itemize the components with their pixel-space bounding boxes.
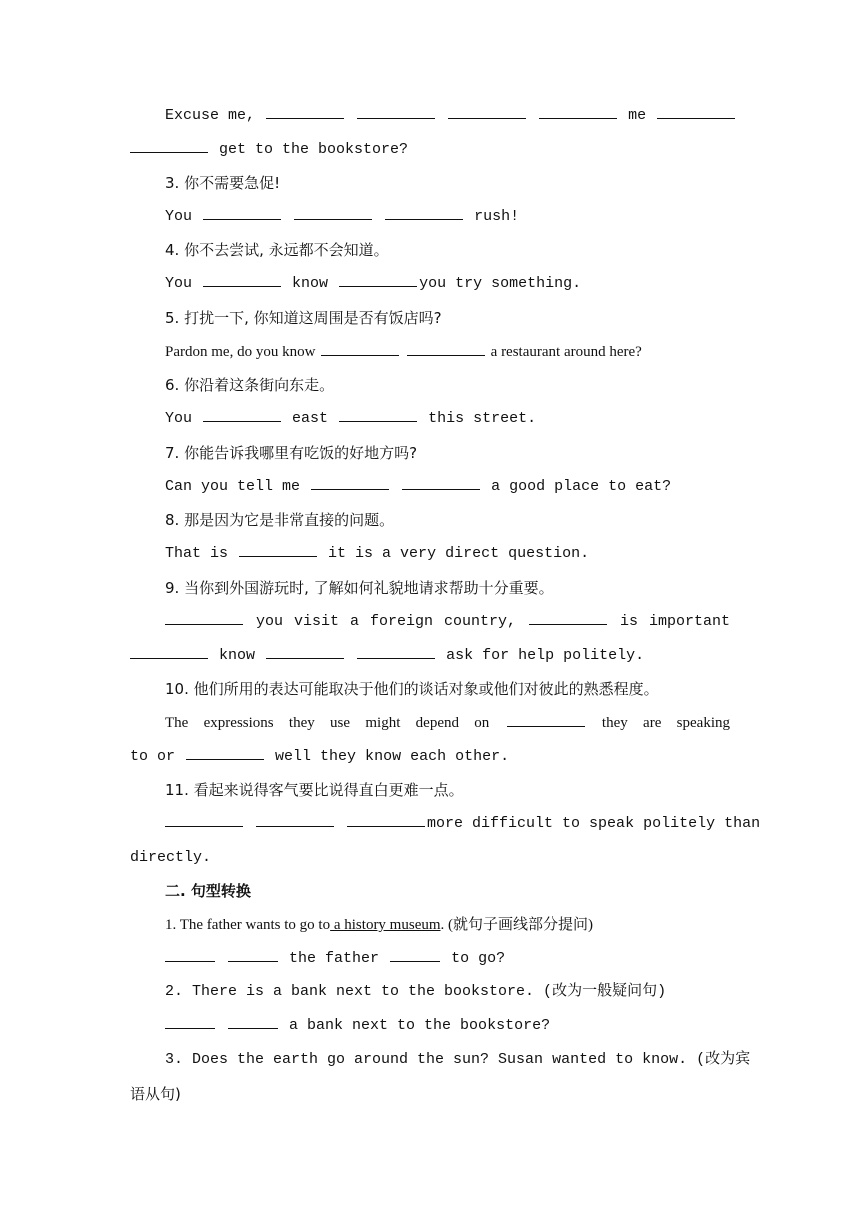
answer-blank[interactable]	[266, 644, 344, 659]
answer-blank[interactable]	[165, 812, 243, 827]
answer-blank[interactable]	[165, 947, 215, 962]
answer-blank[interactable]	[339, 272, 417, 287]
answer-blank[interactable]	[186, 745, 264, 760]
q11-english-line1: more difficult to speak politely than	[130, 812, 730, 836]
q8-english: That is it is a very direct question.	[130, 542, 730, 566]
q9-english-line2: know ask for help politely.	[130, 644, 730, 668]
answer-blank[interactable]	[256, 812, 334, 827]
answer-blank[interactable]	[203, 272, 281, 287]
q10-english-line1: The expressions they use might depend on they are speaking	[130, 711, 730, 735]
answer-blank[interactable]	[165, 610, 243, 625]
q2-english-line1: Excuse me, me	[130, 104, 730, 128]
q10-english-line2: to or well they know each other.	[130, 745, 730, 769]
q8-chinese: 8. 那是因为它是非常直接的问题。	[165, 511, 395, 529]
answer-blank[interactable]	[347, 812, 425, 827]
s2-q3-line2: 语从句)	[130, 1085, 181, 1103]
q3-english: You rush!	[130, 205, 730, 229]
answer-blank[interactable]	[239, 542, 317, 557]
answer-blank[interactable]	[228, 947, 278, 962]
q11-chinese: 11. 看起来说得客气要比说得直白更难一点。	[165, 781, 464, 799]
answer-blank[interactable]	[339, 407, 417, 422]
answer-blank[interactable]	[657, 104, 735, 119]
q6-chinese: 6. 你沿着这条街向东走。	[165, 376, 335, 394]
section-heading: 二. 句型转换	[165, 882, 251, 900]
answer-blank[interactable]	[385, 205, 463, 220]
answer-blank[interactable]	[407, 341, 485, 356]
q4-chinese: 4. 你不去尝试, 永远都不会知道。	[165, 241, 389, 259]
answer-blank[interactable]	[228, 1014, 278, 1029]
underlined-phrase: a history museum	[330, 917, 441, 933]
answer-blank[interactable]	[357, 644, 435, 659]
answer-blank[interactable]	[402, 475, 480, 490]
q6-english: You east this street.	[130, 407, 730, 431]
answer-blank[interactable]	[294, 205, 372, 220]
q9-chinese: 9. 当你到外国游玩时, 了解如何礼貌地请求帮助十分重要。	[165, 579, 554, 597]
answer-blank[interactable]	[357, 104, 435, 119]
q3-chinese: 3. 你不需要急促!	[165, 174, 281, 192]
q2-english-line2: get to the bookstore?	[130, 138, 730, 162]
answer-blank[interactable]	[448, 104, 526, 119]
answer-blank[interactable]	[130, 644, 208, 659]
q4-english: You know you try something.	[130, 272, 730, 296]
q11-english-line2: directly.	[130, 849, 212, 866]
s2-q1: 1. The father wants to go to a history museum. (就句子画线部分提问)	[165, 917, 594, 933]
q5-english: Pardon me, do you know a restaurant around here?	[130, 340, 730, 364]
answer-blank[interactable]	[539, 104, 617, 119]
answer-blank[interactable]	[311, 475, 389, 490]
answer-blank[interactable]	[130, 138, 208, 153]
q5-chinese: 5. 打扰一下, 你知道这周围是否有饭店吗?	[165, 309, 442, 327]
s2-q2: 2. There is a bank next to the bookstore. (改为一般疑问句)	[165, 983, 667, 1000]
answer-blank[interactable]	[165, 1014, 215, 1029]
answer-blank[interactable]	[203, 205, 281, 220]
answer-blank[interactable]	[529, 610, 607, 625]
answer-blank[interactable]	[266, 104, 344, 119]
s2-q3-line1: 3. Does the earth go around the sun? Susan wanted to know. (改为宾	[165, 1051, 751, 1068]
q10-chinese: 10. 他们所用的表达可能取决于他们的谈话对象或他们对彼此的熟悉程度。	[165, 680, 659, 698]
q7-chinese: 7. 你能告诉我哪里有吃饭的好地方吗?	[165, 444, 418, 462]
s2-q2-answer: a bank next to the bookstore?	[130, 1014, 730, 1038]
answer-blank[interactable]	[507, 712, 585, 727]
answer-blank[interactable]	[390, 947, 440, 962]
q7-english: Can you tell me a good place to eat?	[130, 475, 730, 499]
q9-english-line1: you visit a foreign country, is important	[130, 610, 730, 634]
s2-q1-answer: the father to go?	[130, 947, 730, 971]
answer-blank[interactable]	[321, 341, 399, 356]
answer-blank[interactable]	[203, 407, 281, 422]
